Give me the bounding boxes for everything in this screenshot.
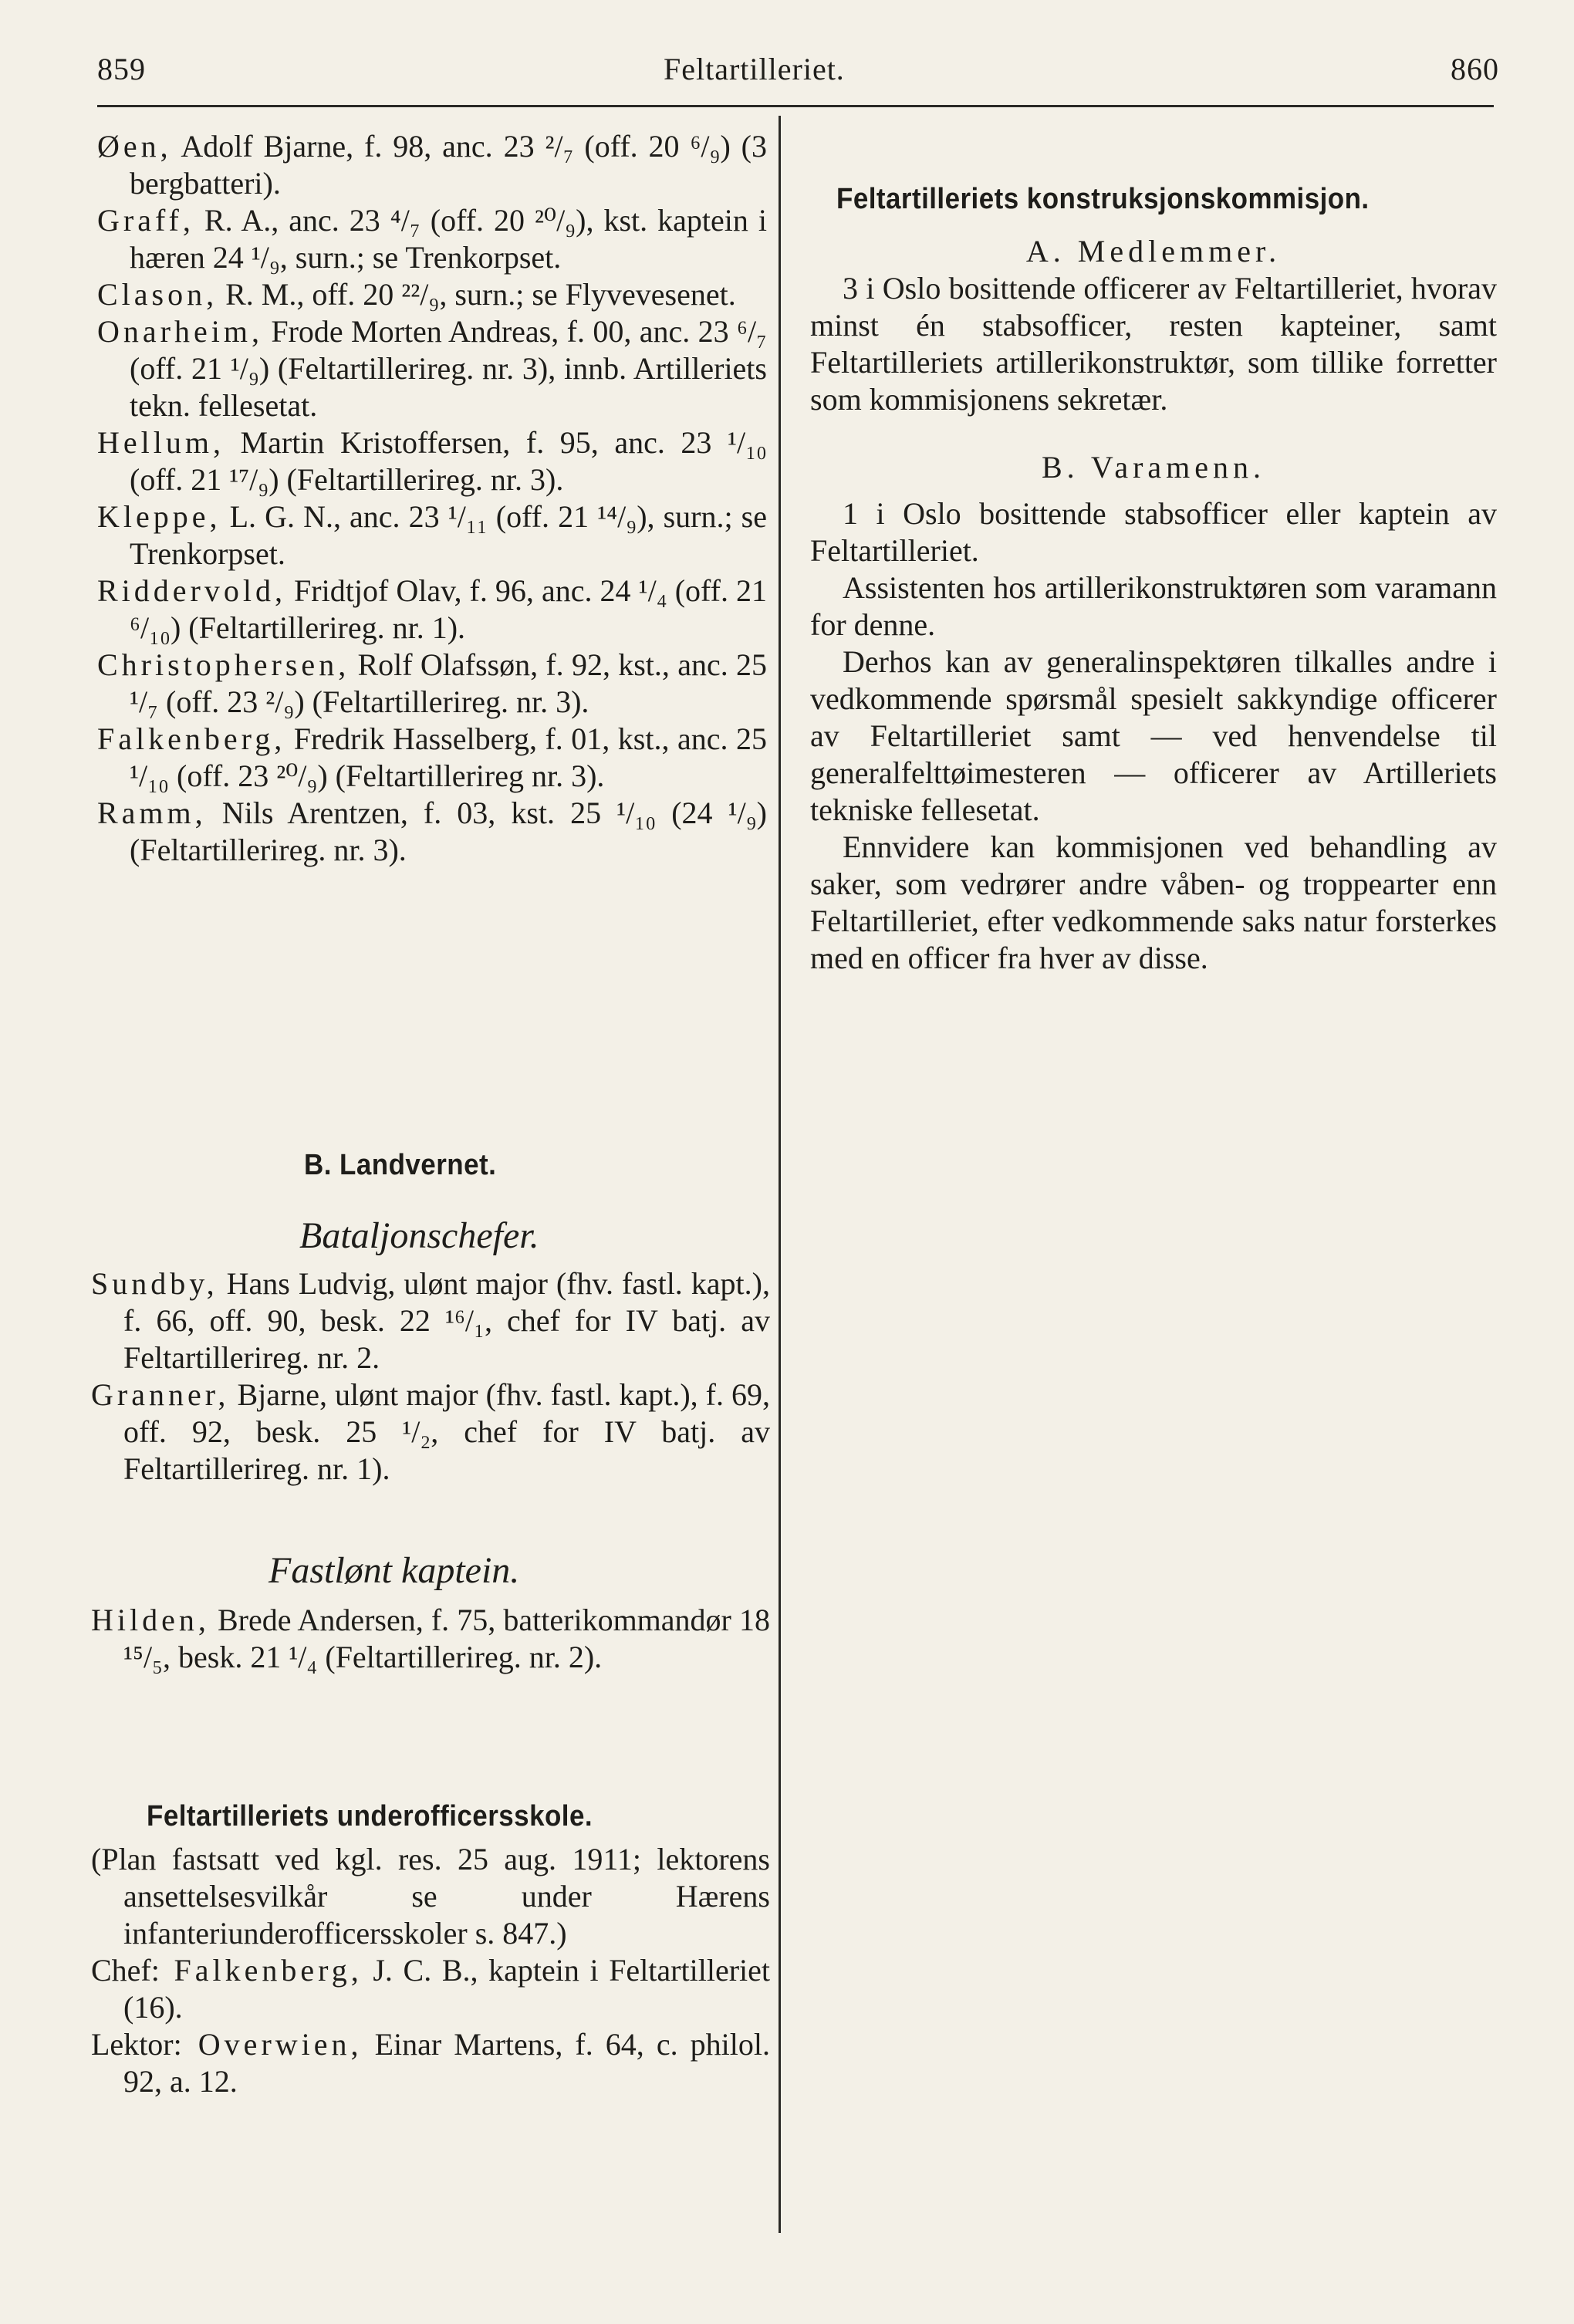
officer-entry — [97, 424, 767, 498]
commission-heading: Feltartilleriets konstruksjonskommisjon. — [836, 183, 1370, 215]
chef-name: Falkenberg, — [159, 1953, 363, 1988]
varamenn-p3: Derhos kan av generalinspektøren tilkalles andre i vedkommende spørsmål spesielt sakkyndige officerer av Feltartilleriet samt — ved henvendelse til generalfelttøimesteren — officerer av Artilleriets tekniske fellesetat. — [810, 644, 1497, 827]
officer-details: Nils Arentzen, f. 03, kst. 25 ¹/₁₀ (24 ¹/₉) (Feltartillerireg. nr. 3). — [130, 795, 767, 867]
medlemmer-text: 3 i Oslo bosittende officerer av Feltartilleriet, hvorav minst én stabsofficer, resten kapteiner, samt Feltartilleriets artillerikonstruktør, som tillike forretter som kommisjonens sekretær. — [810, 271, 1497, 417]
officer-entry — [97, 795, 767, 869]
officer-details: Martin Kristoffersen, f. 95, anc. 23 ¹/₁₀ (off. 21 ¹⁷/₉) (Feltartillerireg. nr. 3). — [130, 425, 767, 497]
officer-details: Fredrik Hasselberg, f. 01, kst., anc. 25 ¹/₁₀ (off. 23 ²⁰/₉) (Feltartillerireg nr. 3). — [130, 721, 767, 793]
column-divider — [779, 116, 781, 2233]
medlemmer-heading: A. Medlemmer. — [1025, 234, 1282, 269]
left-column-lower — [91, 1147, 770, 2100]
officer-entry — [97, 202, 767, 276]
officer-entry — [91, 1265, 770, 1376]
bataljonschefer-heading: Bataljonschefer. — [299, 1215, 539, 1256]
officer-details: Frode Morten Andreas, f. 00, anc. 23 ⁶/₇ (off. 21 ¹/₉) (Feltartillerireg. nr. 3), innb. Artilleriets tekn. fellesetat. — [130, 314, 767, 423]
page-number-left: 859 — [97, 52, 146, 86]
officer-entry — [97, 573, 767, 647]
officer-details: Hans Ludvig, ulønt major (fhv. fastl. kapt.), f. 66, off. 90, besk. 22 ¹⁶/₁, chef for IV batj. av Feltartillerireg. nr. 2. — [123, 1266, 770, 1375]
officer-name: Riddervold, — [97, 573, 286, 608]
right-column — [810, 181, 1497, 977]
officer-details: Adolf Bjarne, f. 98, anc. 23 ²/₇ (off. 20 ⁶/₉) (3 bergbatteri). — [130, 129, 767, 201]
officer-name: Sundby, — [91, 1266, 218, 1301]
officer-name: Hilden, — [91, 1603, 210, 1637]
officer-name: Onarheim, — [97, 314, 263, 349]
officer-name: Hellum, — [97, 425, 225, 460]
officer-name: Øen, — [97, 129, 172, 164]
varamenn-p2: Assistenten hos artillerikonstruktøren som varamann for denne. — [810, 570, 1497, 642]
officer-name: Kleppe, — [97, 499, 221, 534]
officer-name: Ramm, — [97, 795, 207, 830]
officer-entry — [91, 1376, 770, 1488]
school-chef — [91, 1952, 770, 2026]
officer-entry — [91, 1602, 770, 1676]
officer-details: L. G. N., anc. 23 ¹/₁₁ (off. 21 ¹⁴/₉), surn.; se Trenkorpset. — [130, 499, 767, 571]
officer-details: Fridtjof Olav, f. 96, anc. 24 ¹/₄ (off. 21 ⁶/₁₀) (Feltartillerireg. nr. 1). — [130, 573, 767, 645]
officer-name: Graff, — [97, 203, 194, 238]
lektor-details: Einar Martens, f. 64, c. philol. 92, a. 12. — [123, 2027, 770, 2099]
chef-details: J. C. B., kaptein i Feltartilleriet (16). — [123, 1953, 770, 2025]
officer-entry — [97, 276, 767, 313]
officer-details: R. M., off. 20 ²²/₉, surn.; se Flyvevesenet. — [218, 277, 736, 312]
officer-details: Brede Andersen, f. 75, batterikommandør 18 ¹⁵/₅, besk. 21 ¹/₄ (Feltartillerireg. nr. 2). — [123, 1603, 770, 1674]
lektor-name: Overwien, — [181, 2027, 363, 2062]
lektor-label: Lektor: — [91, 2027, 182, 2062]
officer-name: Granner, — [91, 1377, 230, 1412]
officer-entry — [97, 313, 767, 424]
chef-label: Chef: — [91, 1953, 160, 1988]
officer-details: Bjarne, ulønt major (fhv. fastl. kapt.), f. 69, off. 92, besk. 25 ¹/₂, chef for IV batj. av Feltartillerireg. nr. 1). — [123, 1377, 771, 1486]
varamenn-heading: B. Varamenn. — [1041, 450, 1266, 485]
varamenn-p1: 1 i Oslo bosittende stabsofficer eller kaptein av Feltartilleriet. — [810, 496, 1497, 568]
officer-details: R. A., anc. 23 ⁴/₇ (off. 20 ²⁰/₉), kst. kaptein i hæren 24 ¹/₉, surn.; se Trenkorpset. — [130, 203, 767, 275]
left-column — [97, 128, 767, 869]
officer-entry — [97, 647, 767, 721]
officer-entry — [97, 128, 767, 202]
officer-entry — [97, 721, 767, 795]
officer-entry — [97, 498, 767, 573]
fastlont-kaptein-heading: Fastlønt kaptein. — [269, 1550, 520, 1591]
running-title: Feltartilleriet. — [664, 52, 845, 86]
officer-name: Clason, — [97, 277, 218, 312]
school-plan: (Plan fastsatt ved kgl. res. 25 aug. 1911; lektorens ansettelsesvilkår se under Hærens infanteriunderofficersskoler s. 847.) — [91, 1842, 770, 1951]
school-heading: Feltartilleriets underofficersskole. — [147, 1800, 593, 1833]
school-lektor — [91, 2026, 770, 2100]
page-number-right: 860 — [1451, 52, 1499, 86]
landvernet-heading: B. Landvernet. — [304, 1149, 497, 1181]
officer-name: Christophersen, — [97, 647, 350, 682]
officer-details: Rolf Olafssøn, f. 92, kst., anc. 25 ¹/₇ (off. 23 ²/₉) (Feltartillerireg. nr. 3). — [130, 647, 767, 719]
header-rule — [97, 105, 1494, 107]
varamenn-p4: Ennvidere kan kommisjonen ved behandling av saker, som vedrører andre våben- og troppearter enn Feltartilleriet, efter vedkommende saks natur forsterkes med en officer fra hver av disse. — [810, 829, 1497, 975]
officer-name: Falkenberg, — [97, 721, 286, 756]
